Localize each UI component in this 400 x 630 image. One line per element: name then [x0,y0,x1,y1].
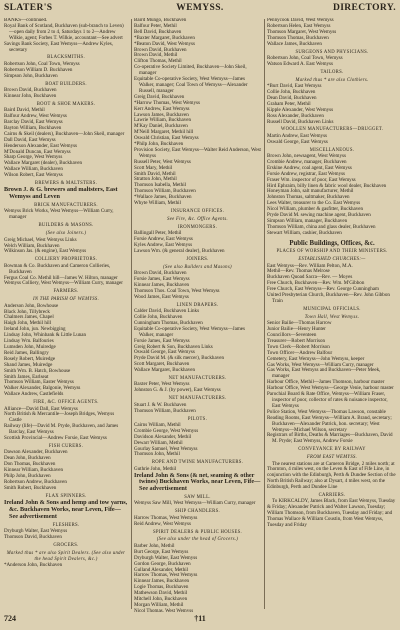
section-note: (See also Joiners.) [45,231,87,237]
directory-entry: Dryburgh Walter, East Wemyss [134,554,198,561]
directory-entry: Dawson Alexander, Buckhaven [4,449,68,456]
directory-entry: Oswald Christian, East Wemyss [134,135,199,142]
directory-entry: Wallace James, Buckhaven [267,40,322,47]
directory-entry: Forsie Andrew, East Wemyss [134,236,193,243]
directory-entry: Nicol William, plumber & gasfitter, Buckhaven [267,206,364,213]
directory-entry: Thomson Thos. Coal Town, West Wemyss [134,287,220,294]
directory-entry: Greig David, Buckhaven [134,93,185,100]
directory-entry: Dewarr William, Methil [134,439,183,446]
directory-entry: Thomson William, china and glass dealer, Buckhaven [267,223,376,230]
section-heading: BOOT & SHOE MAKERS. [36,101,96,107]
section-heading: MISCELLANEOUS. [309,147,355,153]
directory-entry: Oswald George, East Wemyss [134,349,195,356]
section-note: FROM EAST WEMYSS. [306,455,358,461]
section-note: (See also Builders and Masons) [163,264,232,270]
section-note: See Fire, &c. Office Agents. [167,216,228,222]
directory-entry: Honeyman John, salt manufacturer, Methil [267,188,354,195]
directory-entry: Gas Works, West Wemyss—William Curry, manager [267,361,374,368]
directory-entry: Sharp George, West Wemyss [4,154,63,161]
section-heading: BUILDERS & MASONS. [38,223,94,229]
directory-entry: Smith Wm. B. Hatch, Bowhouse [4,367,71,374]
directory-entry: Dean David, Buckhaven [267,94,317,101]
directory-entry: Junior Bailie—Henry Hunter [267,326,326,333]
directory-entry: Guthrie John, Methil [134,465,177,472]
directory-entry: Town Clerk—Robert Morrison [267,343,330,350]
section-note: Town Hall, West Wemyss. [304,314,360,320]
directory-entry: Balfour Andrew, West Wemyss [4,113,67,120]
directory-entry: Crombie George, West Wemyss [134,427,199,434]
directory-entry: Scott Mary, Methil [134,164,173,171]
directory-entry: Forsie Andrew, registrar, East Wemyss [267,170,346,177]
column-divider [131,19,132,609]
directory-entry: Rosely Robert, Muiredge [4,355,56,362]
section-note: Marked thus * are also Clothiers. [295,77,369,83]
directory-entry: Nicol Thomas, West Wemyss [134,607,194,612]
section-heading: WOOLLEN MANUFACTURERS—DRUGGET. [280,127,384,133]
directory-entry: Collie John, Buckhaven [134,314,183,320]
directory-entry: Brown David, Buckhaven [134,270,187,277]
directory-entry: Robertson William D. Buckhaven [4,66,73,73]
section-heading: JOINERS. [186,256,209,262]
directory-entry: Free Church, Buckhaven—Rev. Wm. M'Gibbon [267,280,365,287]
directory-entry: Town Officer—Andrew Balfour [267,349,333,356]
directory-entry: Buckhaven Quoad Sacra—Rev. — Moyes [267,274,353,281]
directory-entry: *Baxter Margaret, Buckhaven [134,34,195,41]
directory-entry: Thomson John, Methil [134,451,180,458]
directory-entry: Wemyss Brick Works, West Wemyss—William Curry, manager [4,208,114,221]
directory-entry: *Harrow Thomas, West Wemyss [134,99,200,106]
directory-entry: Cairns William, Methil [134,421,181,428]
section-heading: FIRE, &C. OFFICE AGENTS. [33,400,99,406]
directory-entry: Martin Andrew, East Wemyss [267,132,328,139]
section-heading: SHIP CHANDLERS. [175,509,220,515]
directory-entry: Oswald George, East Wemyss [267,138,328,145]
section-heading: PILOTS. [187,416,208,422]
directory-entry: Johnston Thomas, saltmaker, Buckhaven [267,194,350,201]
directory-entry: Robertson John, Coal Town, Wemyss [4,60,80,67]
directory-entry: Ross Alexander, Buckhaven [267,112,324,119]
directory-entry: Cunningham Thomas, Buckhaven [134,319,203,326]
directory-entry: Kipple Alexander, West Wemyss [267,106,334,113]
directory-entry: Reading Rooms, East Wemyss—William A. Brand, secretary; Buckhaven—Alexander Patrick, hon. secretary; West Wemyss—Michael Wilson, secretary [267,414,392,433]
directory-entry: Brown David, Buckhaven [4,86,57,93]
directory-entry: Henderson Alexander, East Wemyss [4,142,78,149]
directory-entry: M'Kay Daniel, Buckhaven [134,123,188,130]
directory-entry: Harrow Thomas, West Wemyss [134,514,198,521]
directory-entry: Co-operative Society Limited, Buckhaven—John Skeil, manager [134,64,247,77]
directory-entry: Barclay David, East Wemyss [4,119,63,125]
directory-entry: Thomson William, Buckhaven [134,407,196,414]
directory-entry: Davidson Alexander, Methil [134,433,192,440]
directory-entry: Robertson Helen, East Wemyss [267,22,331,29]
directory-entry: Ireland John, jun. Newbigging [4,326,66,333]
page-number: 724 [4,614,16,623]
directory-entry: *Wallace James, Buckhaven [134,194,192,201]
directory-entry: Balfour Peter, Methil [134,22,177,29]
directory-entry: Thomson Thomas, Buckhaven [267,34,329,41]
directory-entry: United Presbyterian Church, Buckhaven—Rev. John Gibbon Train [267,292,390,304]
directory-entry: Scott Margaret, Buckhaven [134,361,190,368]
directory-entry: Registrars of Births, Deaths & Marriages—Buckhaven, David M. Pryde; East Wemyss, Andrew Forsie [267,432,393,445]
directory-entry: Smith James, Earlseat [4,373,49,380]
directory-entry: Wallace Margaret, Buckhaven [134,367,196,374]
directory-entry: Wilson Robert, East Wemyss [4,172,63,179]
directory-entry: Don Thomas, Buckhaven [4,461,56,468]
section-heading: TAILORS. [320,69,344,75]
directory-entry: Shand James, Muiredge [4,361,53,368]
directory-entry: Johnston G. & J. (by power), East Wemyss [134,387,221,394]
directory-entry: Simpson John, Buckhaven [4,72,58,79]
directory-entry: Wemyss Colliery, West Wemyss—William Curry, manager [4,280,123,287]
directory-entry: Alliance—David Dall, East Wemyss [4,405,78,412]
directory-entry: Logie Thomas, Buckhaven [134,584,189,591]
directory-entry: East Wemyss—Rev. William Pelton, M.A. [267,262,353,269]
directory-entry: Lawson James, Buckhaven [134,111,189,118]
section-heading: PLACES OF WORSHIP AND THEIR MINISTERS. [276,249,388,255]
directory-entry: Russell David, Buckhaven Links [267,118,334,125]
directory-entry: Thomson Margaret, West Wemyss [267,28,337,35]
directory-entry: Wallace William, Buckhaven [4,166,63,173]
directory-entry: Stewart William, cashier, Buckhaven [267,229,342,236]
publisher-heading: SLATER'S [4,3,53,13]
directory-entry: Morgan William, Methil [134,601,184,608]
directory-entry: *Burt David, East Wemyss [267,83,322,90]
directory-entry: Calder David, Buckhaven Links [134,308,200,315]
directory-entry: Ireland John & Sons (& net, seaming & other twines) Buckhaven Works, near Leven, Fife—See advertisement [134,471,261,493]
directory-entry: *Beaton David, West Wemyss [134,40,195,47]
section-heading: BRICK MANUFACTURERS. [34,203,98,209]
directory-entry: *Anderson John, Buckhaven [4,561,63,568]
directory-entry: Kinnear John, Buckhaven [4,92,57,99]
directory-entry: Dryburgh Walter, East Wemyss [4,527,68,534]
directory-entry: Robertson John, Coal Town, Wemyss [267,54,343,61]
section-note: IN THE PARISH OF WEMYSS. [32,297,100,303]
directory-entry: BANKS—continued. [4,18,48,23]
directory-entry: Lawrie William, Buckhaven [134,117,192,124]
section-heading: SAW MILL. [184,495,211,501]
directory-entry: Haigh John, Methil hill [4,320,52,327]
section-heading: IRONMONGERS. [177,224,218,230]
directory-entry: Baird David, Methil [4,107,45,114]
directory-entry: Fraser Wm. inspector of poor, East Wemyss [267,176,356,183]
section-heading: COLLIERY PROPRIETORS. [34,257,98,263]
directory-entry: Parochial Board & Rate Office, Wemyss—William Fraser, inspector of poor, collector of rates & nuisance inspector, East Wemyss [267,391,388,409]
column-right [267,18,397,612]
directory-entry: Bayton William, Buckhaven [4,124,62,131]
section-heading: FLESHERS. [52,522,80,528]
town-heading: WEMYSS. [176,3,224,13]
section-heading: MUNICIPAL OFFICIALS. [303,306,361,312]
directory-entry: Wallace Andrew, Castlefields [4,391,64,398]
directory-entry: Railway (life)—David M. Pryde, Buckhaven, and James Barclay, East Wemyss [4,423,119,436]
directory-entry: M'Neill Margaret, Methil hill [134,129,194,136]
directory-entry: Gulland Alexander, Methil [134,566,189,573]
directory-entry: Forsie James, East Wemyss [134,337,190,344]
directory-entry: Harbour Office, West Wemyss—George Venie, harbour master [267,385,394,392]
directory-entry: Robertson Andrew, Buckhaven [4,478,67,485]
directory-entry: Equitable Co-operative Society, West Wemyss—James Walker, manager [134,325,245,338]
directory-entry: Senior Bailie—Thomas Harrow [267,320,332,327]
directory-entry: Free Church, East Wemyss—Rev. George Cunningham [267,286,379,293]
directory-entry: Dall David, East Wemyss [4,136,56,143]
section-heading: FISH CURERS. [48,444,84,449]
directory-entry: Erskine Andrew, coal agent, East Wemyss [267,164,352,171]
section-heading: NET MANUFACTURERS. [168,376,227,382]
directory-entry: *Philp John, Buckhaven [134,141,184,148]
directory-entry: Gas Works, East Wemyss and Buckhaven—Peter Meek, manager [267,367,381,380]
directory-entry: Wilkinson Jas. (& engine), East Wemyss [4,248,87,255]
directory-entry: Barber John, Methil [134,542,175,549]
directory-entry: Philp John, Buckhaven [4,473,51,480]
running-header [4,3,396,17]
directory-entry: Lumsden John, Muiredge [4,344,56,350]
directory-entry: Pennycook David, West Wemyss [267,18,334,23]
section-heading: ROPE AND TWINE MANUFACTURERS. [151,460,244,466]
directory-entry: Thomson William, Easter Wemyss [4,379,74,386]
directory-entry: Treasurer—Robert Morrison [267,337,325,344]
section-heading: Public Buildings, Offices, &c. [289,239,375,247]
directory-entry: Stratton John, Methil [134,176,177,183]
directory-entry: Baxter Peter, West Wemyss [134,381,190,388]
section-heading: GROCERS. [53,542,79,548]
directory-entry: M'Donald Duncan, East Wemyss [4,148,71,155]
column-middle [134,18,261,612]
directory-entry: Savings Bank Society, East Wemyss—Andrew Kyles, secretary [4,40,113,53]
section-heading: BREWERS & MALTSTERS. [34,181,98,187]
directory-entry: Forsie James, East Wemyss [134,276,190,283]
directory-entry: Stuart J. & W. Buckhaven [134,401,187,408]
directory-entry: Clifton Thomas, Methil [134,58,182,65]
directory-entry: Black John, Tillybreck [4,308,50,315]
directory-entry: Thomson William, Buckhaven [134,188,196,195]
directory-entry: Wood James, East Wemyss [134,293,189,300]
section-note: (See also under the head of Grocers.) [156,537,239,543]
directory-entry: Lees Walter, treasurer to the Co. East Wemyss [267,200,361,207]
directory-entry: Kinnear James, Buckhaven [134,281,190,288]
page-footer [4,614,396,624]
directory-entry: Kinnear William, Buckhaven [4,467,63,474]
directory-entry: Chalmers James, Chapel [4,314,54,321]
directory-entry: Equitable Co-operative Society, West Wemyss—James Walker, manager; Coal Town of Wemyss—Alexander Russell, manager [134,76,248,94]
directory-entry: Collie John, Buckhaven [267,88,316,95]
directory-entry: Police Station, West Wemyss—Thomas Lawson, constable [267,408,386,415]
directory-entry: Gourlay Samuel, West Wemyss [134,445,198,452]
directory-entry: Fergus Coal Co. Methil hill—James W. Hilton, manager [4,274,118,281]
directory-entry: Harrow Thomas, West Wemyss [134,572,198,579]
directory-entry: Mathewson David, Methil [134,590,188,597]
section-heading: SURGEONS AND PHYSICIANS. [295,49,369,55]
directory-entry: Kinnear James, Buckhaven [134,578,190,585]
section-heading: NET MANUFACTURERS. [168,396,227,402]
directory-entry: Provision Society, East Wemyss—Walter Reid Anderson, West Wemyss [134,146,261,159]
directory-entry: Wemyss Saw Mill, West Wemyss—William Curry, manager [134,500,256,507]
directory-entry: Greig Michael, West Wemyss Links [4,236,77,243]
directory-entry: Ballingall Peter, Methil [134,230,182,237]
directory-entry: Cairns & Skeil (dealers), Buckhaven—John Skeil, manager [4,130,125,137]
directory-entry: Anderson John, Bowhouse [4,302,59,309]
section-note: ESTABLISHED CHURCHES:— [298,257,366,263]
directory-entry: Pryde David M. (& silk mercer), Buckhaven [134,355,224,362]
directory-entry: Pryde David M. sewing machine agent, Buckhaven [267,212,371,219]
directory-entry: Burt George, East Wemyss [134,548,189,555]
directory-entry: Simpson William, manager, Buckhaven [267,218,348,224]
section-heading: SPIRIT DEALERS & PUBLIC HOUSES. [152,529,243,535]
section-heading: CARRIERS. [318,493,346,499]
directory-entry: Kyles Andrew, East Wemyss [134,242,193,249]
paragraph: The nearest stations are at Cameron Bridge, 2 miles north; at Thornton, 4 miles west, on the Leven & East of Fife Line, in conjunction with the Edinburgh, Perth & Dundee Section of the North British Railway; also at Dysart, 4 miles west, on the Edinburgh, Perth and Dundee Line [267,460,396,491]
directory-entry: Hird Ephraim, billy linen & fabric wool dealer, Buckhaven [267,182,387,189]
directory-entry: Graham Peter, Methil [267,100,311,107]
directory-entry: Crombie Andrew, manager, Buckhaven [267,158,347,165]
directory-entry: Gordon George, Buckhaven [134,560,191,567]
section-heading: FARMERS. [53,289,79,295]
directory-heading: DIRECTORY. [332,3,396,13]
directory-entry: Wallace Margaret (dealer), Buckhaven [4,160,82,167]
directory-entry: Councillors—Seventeen [267,332,317,338]
directory-entry: Lindsay John, Whinbank & Little Lunan [4,332,87,339]
section-heading: LINEN DRAPERS. [176,302,219,308]
directory-entry: Brown David, Buckhaven [134,46,187,53]
directory-entry: Mitchell John, Buckhaven [134,596,188,603]
column-divider [264,19,265,609]
directory-entry: Reid Andrew, West Wemyss [134,520,191,527]
directory-entry: Lindsay Wm. Balfouries [4,338,54,345]
directory-entry: Smith Robert, Buckhaven [4,484,57,491]
directory-entry: Cemetery, East Wemyss—John Wemyss, keeper [267,355,365,362]
section-heading: INSURANCE OFFICES. [170,209,225,214]
directory-entry: Watson Edward A. East Wemyss [267,60,333,67]
directory-entry: Russell Peter, West Wemyss [134,158,191,165]
directory-entry: Baird Mungo, Buckhaven [134,18,187,23]
directory-entry: Bowman & Co. Buckhaven and Cameron Collieries, Buckhaven [4,262,111,275]
section-heading: BLACKSMITHS. [47,55,85,61]
directory-entry: Brown John, newsagent, West Wemyss [267,153,346,160]
section-heading: BOAT BUILDERS. [45,81,87,87]
directory-entry: Royal Bank of Scotland, Buckhaven (sub-branch to Leven)—open daily from 2 to 4, Saturdays 1 to 2—Andrew Wilkie, agent; Forbes T. Wilkie, accountant—See advert [4,22,124,41]
column-left [4,18,128,612]
section-heading: CONVEYANCE BY RAILWAY [298,447,366,453]
directory-entry: Lawson Wm. (& general dealer), Buckhaven [134,247,225,254]
paragraph: To KIRKCALDY, James Black, from East Wemyss, Tuesday & Friday; Alexander Patrick and Walter Lawson, Tuesday; William Thomson, from Buckhaven, Tuesday and Friday; and Thomas Wallace & William Coustin, from West Wemyss, Tuesday and Friday [267,498,396,529]
directory-entry: Harbour Office, Methil—James Thomson, harbour master [267,379,385,386]
directory-entry: Smith David, Methil [134,170,176,177]
printer-signature: †11 [194,614,206,623]
section-note: Marked thus * are also Spirit Dealers. (See also under the head Spirit Dealers, &c.) [6,550,126,562]
directory-entry: Kerr Andrew, East Wemyss [134,105,190,112]
directory-entry: Whyte William, Methil [134,200,181,207]
directory-entry: Brown J. & G. brewers and maltsters, East Wemyss and Leven [4,186,118,201]
directory-entry: Bell David, Buckhaven [134,28,182,35]
directory-entry: Walker Alexander, Balgonie, Wemyss [4,385,81,392]
directory-entry: Methil—Rev. Thomas Melrose [267,268,330,275]
directory-entry: Thomson Isabella, Methil [134,182,187,189]
directory-entry: Ireland John & Sons and hemp and tow yarns, &c. Buckhaven Works, near Leven, Fife—See advertisement [4,499,128,520]
directory-entry: Dean John, Buckhaven [4,455,51,462]
directory-entry: Brown David, Methil [134,52,178,59]
directory-entry: Welch William, Buckhaven [4,242,60,249]
section-heading: FLAX SPINNERS. [45,493,87,499]
directory-entry: Scottish Provincial—Andrew Forsie, East Wemyss [4,435,107,442]
directory-entry: Greig Robert & Son, Buckhaven Links [134,343,213,350]
directory-entry: Thomson David, Buckhaven [4,533,62,540]
directory-entry: Reid James, Ballingry [4,349,49,356]
directory-entry: North British & Mercantile—Joseph Bridges, Wemyss Castle [4,411,115,424]
